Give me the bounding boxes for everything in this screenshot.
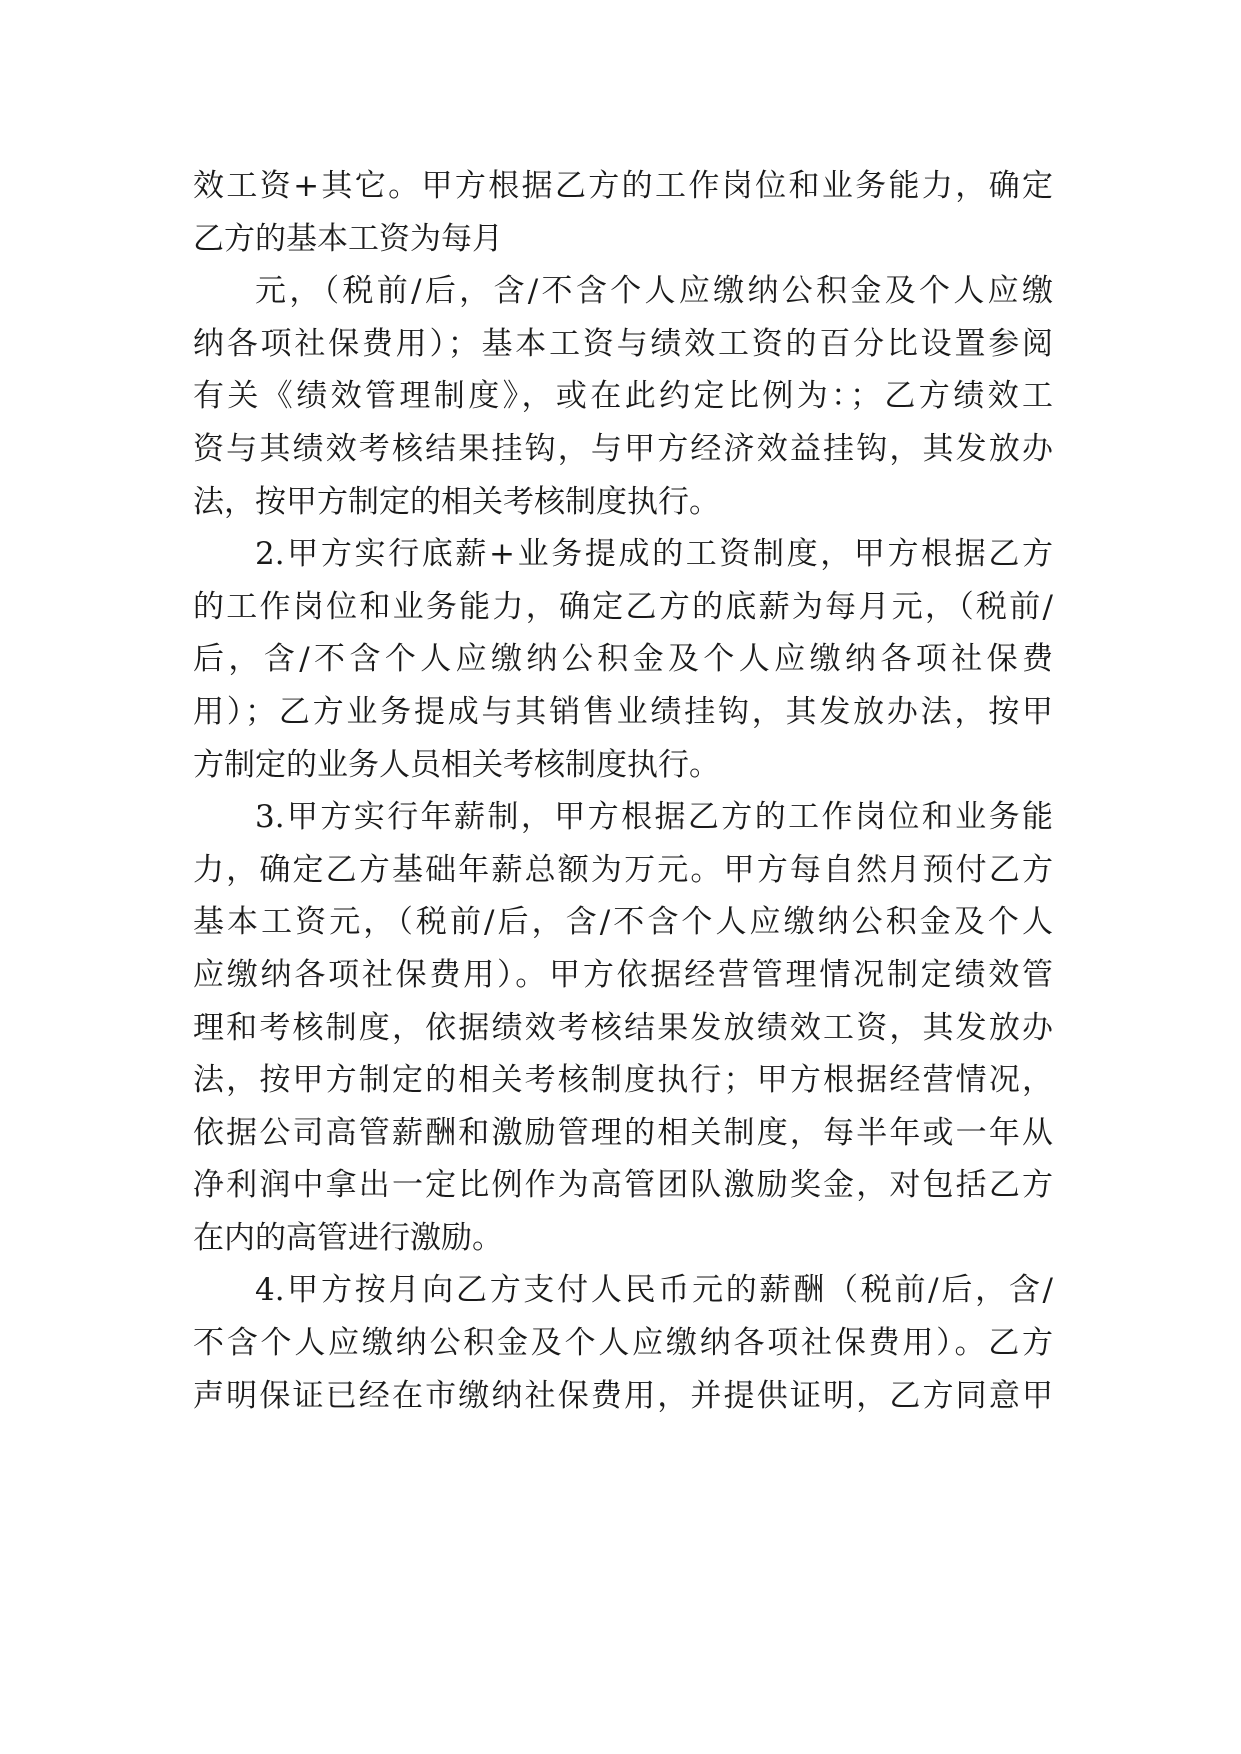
text-line: 在内的高管进行激励。 (193, 1219, 503, 1256)
text-line: 资与其绩效考核结果挂钩，与甲方经济效益挂钩，其发放办 (193, 430, 1053, 467)
text-line: 法，按甲方制定的相关考核制度执行。 (193, 483, 720, 520)
text-line: 的工作岗位和业务能力，确定乙方的底薪为每月元，（税前/ (193, 588, 1053, 625)
text-line: 理和考核制度，依据绩效考核结果发放绩效工资，其发放办 (193, 1009, 1053, 1046)
text-line: 效工资+其它。甲方根据乙方的工作岗位和业务能力，确定 (193, 168, 1053, 204)
document-body (193, 160, 1053, 1422)
text-line: 法，按甲方制定的相关考核制度执行；甲方根据经营情况， (193, 1062, 1053, 1099)
text-line: 乙方的基本工资为每月 (193, 220, 503, 257)
text-line: 2.甲方实行底薪+业务提成的工资制度，甲方根据乙方 (255, 536, 1053, 573)
text-line: 后，含/不含个人应缴纳公积金及个人应缴纳各项社保费 (193, 641, 1053, 678)
text-line: 力，确定乙方基础年薪总额为万元。甲方每自然月预付乙方 (193, 851, 1053, 888)
text-line: 净利润中拿出一定比例作为高管团队激励奖金，对包括乙方 (193, 1167, 1053, 1204)
text-line: 元，（税前/后，含/不含个人应缴纳公积金及个人应缴 (255, 273, 1053, 310)
text-line: 4.甲方按月向乙方支付人民币元的薪酬（税前/后，含/ (255, 1272, 1053, 1309)
text-line: 用）；乙方业务提成与其销售业绩挂钩，其发放办法，按甲 (193, 693, 1053, 730)
text-line: 应缴纳各项社保费用）。甲方依据经营管理情况制定绩效管 (193, 956, 1053, 993)
text-line: 3.甲方实行年薪制，甲方根据乙方的工作岗位和业务能 (255, 799, 1053, 836)
text-line: 声明保证已经在市缴纳社保费用，并提供证明，乙方同意甲 (193, 1377, 1053, 1414)
text-line: 方制定的业务人员相关考核制度执行。 (193, 746, 720, 783)
text-line: 纳各项社保费用）；基本工资与绩效工资的百分比设置参阅 (193, 325, 1053, 362)
text-line: 依据公司高管薪酬和激励管理的相关制度，每半年或一年从 (193, 1114, 1053, 1151)
text-line: 基本工资元，（税前/后，含/不含个人应缴纳公积金及个人 (193, 904, 1053, 941)
text-line: 有关《绩效管理制度》，或在此约定比例为：；乙方绩效工 (193, 378, 1053, 415)
text-line: 不含个人应缴纳公积金及个人应缴纳各项社保费用）。乙方 (193, 1325, 1053, 1362)
